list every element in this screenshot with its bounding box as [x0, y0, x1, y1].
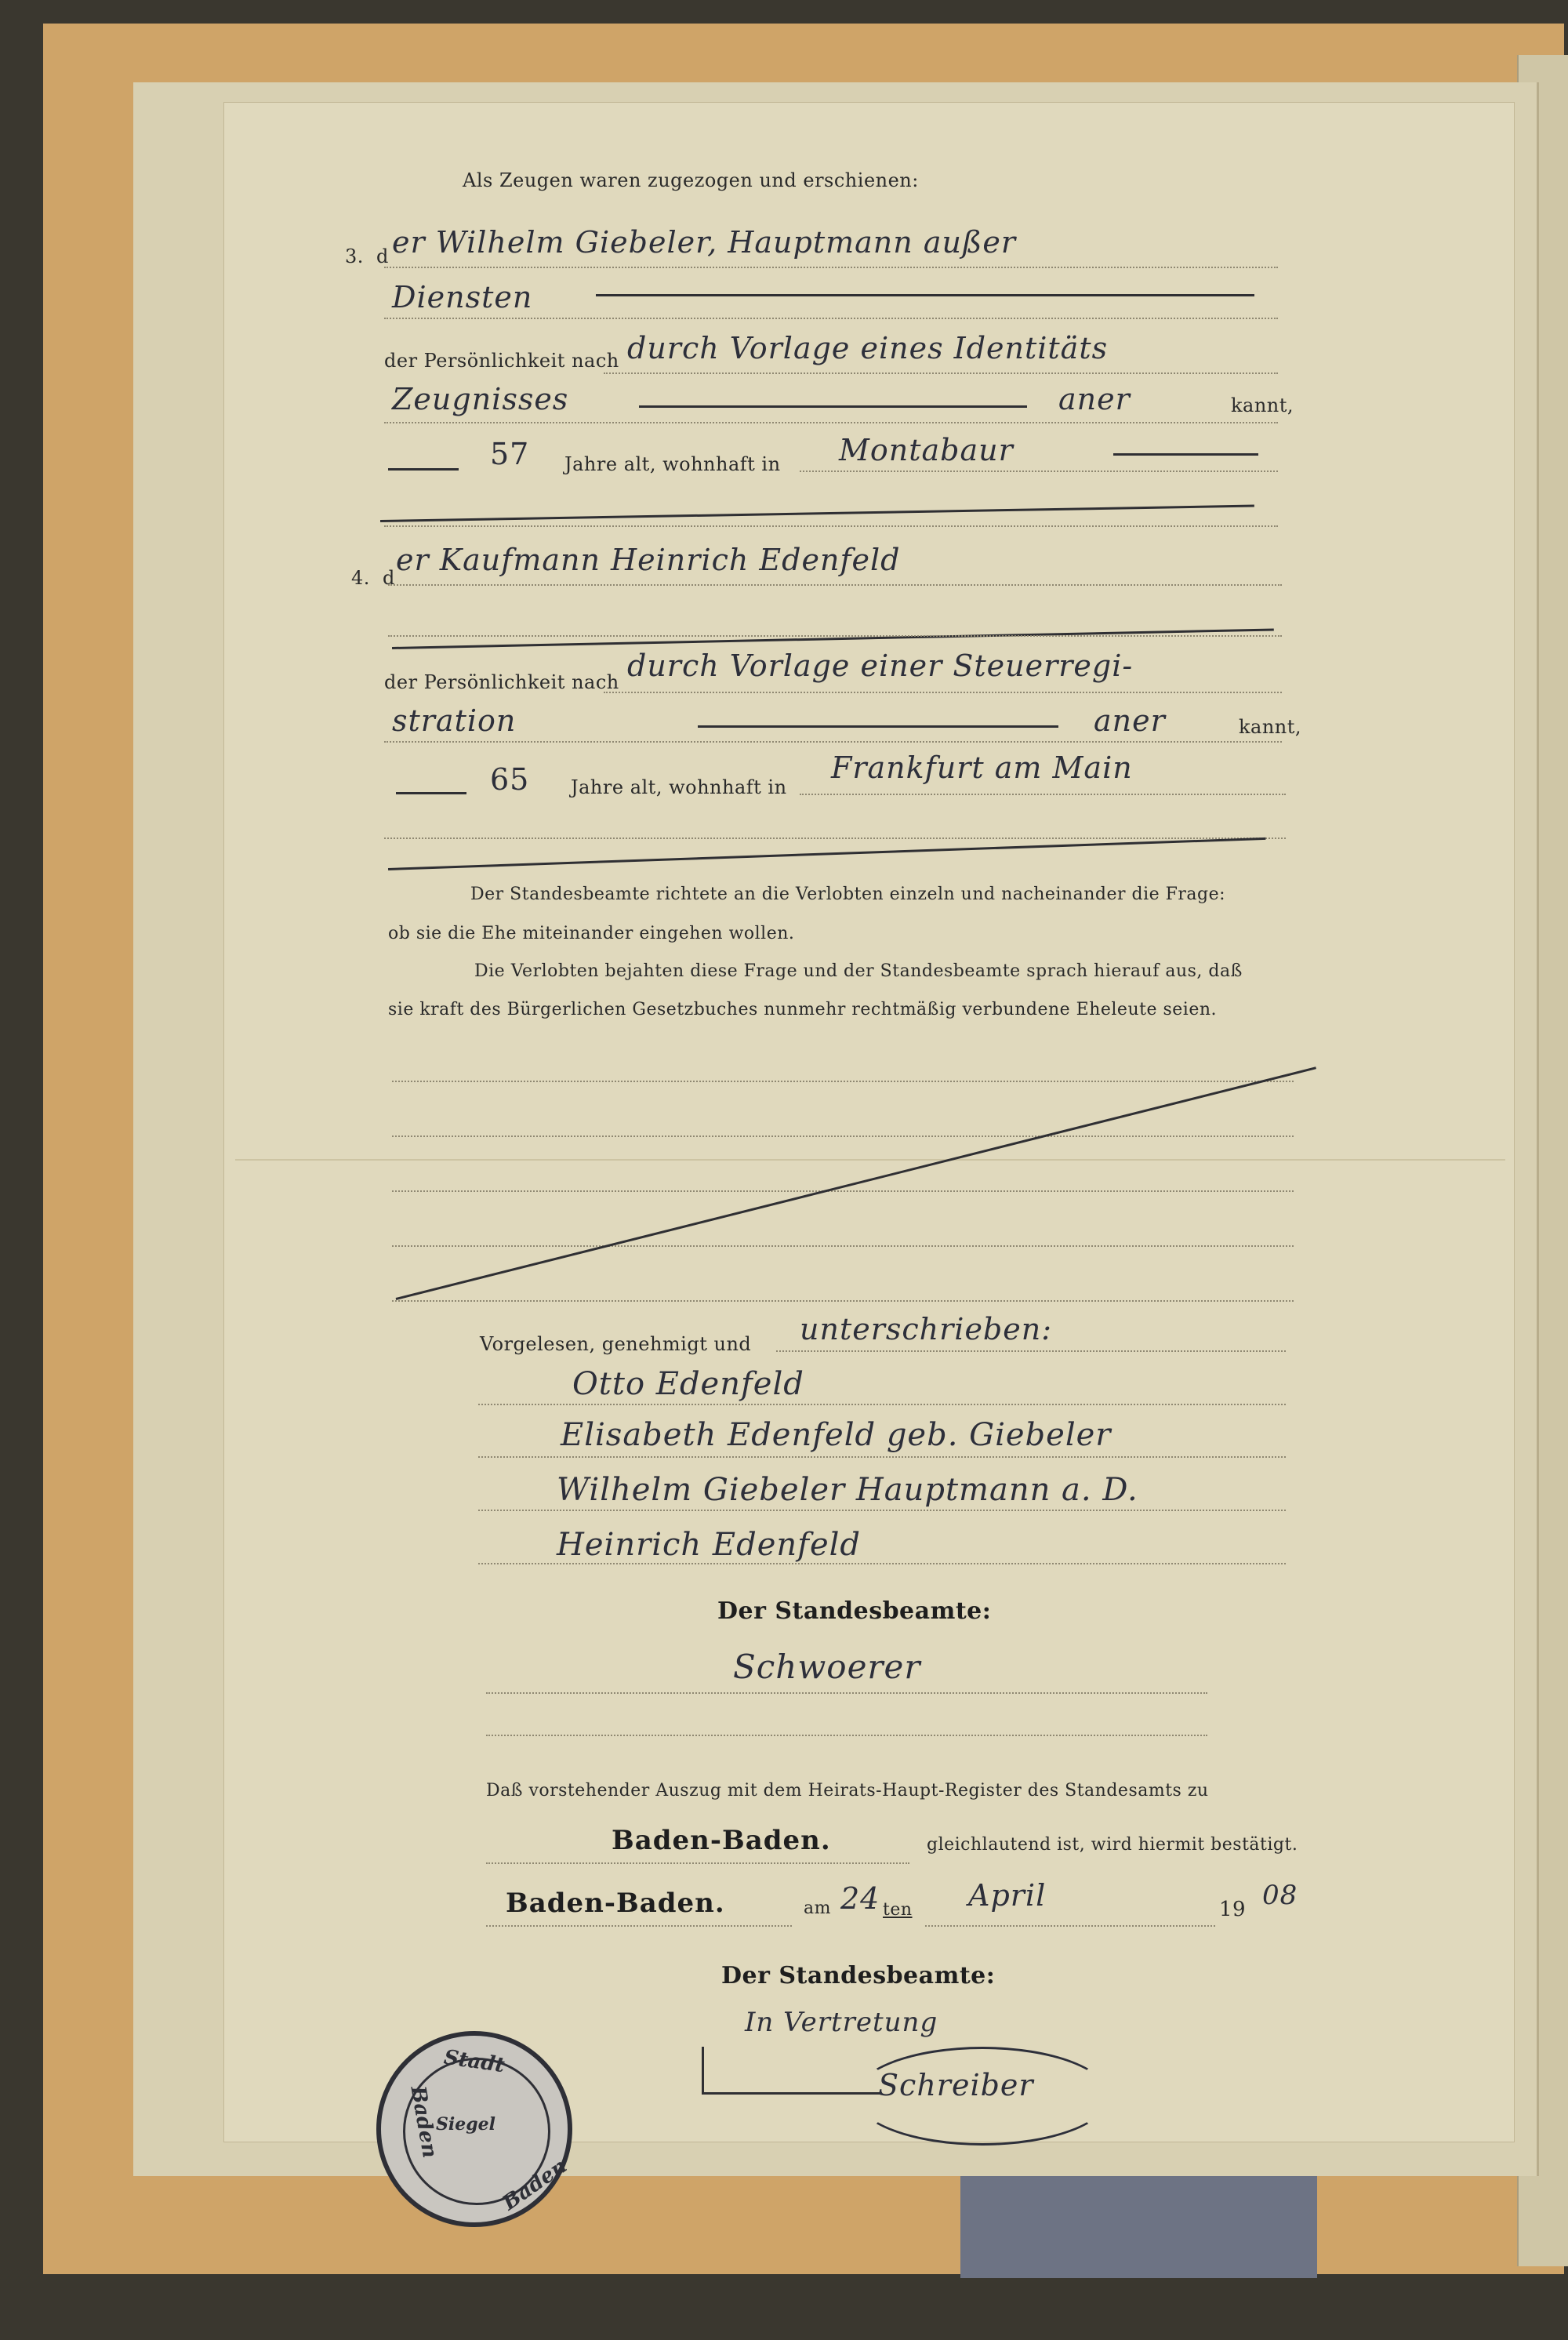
registrar2-deputy: In Vertretung — [745, 2007, 938, 2038]
rule-dotted — [604, 372, 1278, 374]
rule-dotted — [384, 318, 1278, 319]
rule-dotted — [388, 584, 1282, 586]
witness4-known-suffix: kannt, — [1239, 716, 1302, 738]
witness4-number: 4. — [351, 567, 370, 589]
witness4-residence: Frankfurt am Main — [831, 750, 1133, 785]
rule-dotted — [384, 267, 1278, 268]
signature-3: Wilhelm Giebeler Hauptmann a. D. — [557, 1472, 1138, 1508]
witness4-age: 65 — [490, 762, 530, 797]
signature-1: Otto Edenfeld — [572, 1366, 804, 1402]
approval-label: Vorgelesen, genehmigt und — [480, 1333, 752, 1355]
rule-solid — [639, 405, 1027, 408]
rule-dotted — [384, 741, 1282, 743]
certification-line2: gleichlautend ist, wird hiermit bestätigt. — [927, 1835, 1298, 1855]
rule-dotted — [392, 1300, 1294, 1302]
witness3-known: aner — [1058, 382, 1131, 416]
witness4-prefix: d — [383, 567, 395, 589]
witness3-number: 3. — [345, 245, 364, 267]
rule-dotted — [478, 1456, 1286, 1458]
rule-dotted — [392, 1245, 1294, 1247]
witness3-identity-cont: Zeugnisses — [392, 382, 569, 416]
fold-line — [235, 1159, 1505, 1161]
rule-dotted — [392, 1190, 1294, 1192]
marriage-text-line3: Die Verlobten bejahten diese Frage und der Standesbeamte sprach hierauf aus, daß — [474, 961, 1243, 981]
rule-solid — [702, 2047, 704, 2092]
rule-dotted — [392, 1081, 1294, 1082]
rule-dotted — [392, 1135, 1294, 1137]
marriage-text-line4: sie kraft des Bürgerlichen Gesetzbuches nunmehr rechtmäßig verbundene Eheleute seien. — [388, 1000, 1218, 1019]
witness3-name-cont: Diensten — [392, 280, 533, 314]
rule-dotted — [604, 692, 1282, 693]
witness4-name: er Kaufmann Heinrich Edenfeld — [396, 543, 901, 577]
tape-strip — [960, 2176, 1317, 2278]
rule-dotted — [478, 1510, 1286, 1511]
witness4-identity-label: der Persönlichkeit nach — [384, 671, 619, 693]
date-am: am — [804, 1899, 831, 1918]
witness4-identity: durch Vorlage einer Steuerregi- — [627, 649, 1134, 683]
seal-ring-top: Stadt — [442, 2045, 506, 2078]
signature-4: Heinrich Edenfeld — [557, 1527, 862, 1563]
rule-dotted — [384, 838, 1286, 839]
rule-dotted — [776, 1350, 1286, 1352]
approval-value: unterschrieben: — [800, 1312, 1053, 1346]
witness3-identity: durch Vorlage eines Identitäts — [627, 331, 1109, 365]
signature-2: Elisabeth Edenfeld geb. Giebeler — [561, 1417, 1112, 1453]
rule-solid — [1113, 453, 1258, 456]
date-month: April — [968, 1878, 1047, 1913]
rule-dotted — [478, 1404, 1286, 1405]
witness4-identity-cont: stration — [392, 703, 517, 738]
witness4-age-label: Jahre alt, wohnhaft in — [571, 776, 787, 798]
seal-ring-left: Baden — [405, 2084, 442, 2160]
rule-solid — [596, 294, 1254, 296]
certification-line1: Daß vorstehender Auszug mit dem Heirats-Haupt-Register des Standesamts zu — [486, 1781, 1209, 1800]
rule-solid — [698, 725, 1058, 728]
certification-place: Baden-Baden. — [612, 1825, 831, 1856]
official-seal — [376, 2031, 572, 2227]
seal-center: Siegel — [436, 2114, 495, 2135]
rule-dotted — [384, 525, 1278, 527]
registrar-signature: Schwoerer — [733, 1648, 921, 1686]
rule-dotted — [388, 635, 1282, 637]
seal-ring-right: Baden — [498, 2154, 572, 2215]
rule-dotted — [486, 1692, 1207, 1694]
witness3-prefix: d — [376, 245, 389, 267]
marriage-text-line1: Der Standesbeamte richtete an die Verlobten einzeln und nacheinander die Frage: — [470, 885, 1226, 904]
rule-dotted — [478, 1563, 1286, 1564]
date-ten: ten — [883, 1900, 913, 1920]
rule-dotted — [925, 1925, 1215, 1927]
witness4-known: aner — [1094, 703, 1166, 738]
rule-dotted — [486, 1735, 1207, 1736]
rule-solid — [396, 792, 466, 794]
witness3-identity-label: der Persönlichkeit nach — [384, 350, 619, 372]
witness3-known-suffix: kannt, — [1231, 394, 1294, 416]
marriage-text-line2: ob sie die Ehe miteinander eingehen wollen. — [388, 924, 795, 943]
witness3-age-label: Jahre alt, wohnhaft in — [564, 453, 781, 475]
date-year-prefix: 19 — [1219, 1898, 1247, 1921]
rule-dotted — [384, 422, 1278, 423]
registrar2-label: Der Standesbeamte: — [721, 1962, 996, 1989]
rule-dotted — [486, 1925, 792, 1927]
date-year: 08 — [1262, 1880, 1298, 1911]
witness3-age: 57 — [490, 437, 530, 471]
witnesses-heading: Als Zeugen waren zugezogen und erschienen: — [463, 169, 919, 191]
registrar-label: Der Standesbeamte: — [717, 1597, 992, 1625]
witness3-name: er Wilhelm Giebeler, Hauptmann außer — [392, 225, 1016, 260]
rule-solid — [388, 468, 459, 471]
rule-dotted — [800, 471, 1278, 472]
rule-dotted — [486, 1862, 909, 1864]
witness3-residence: Montabaur — [839, 433, 1014, 467]
rule-dotted — [800, 794, 1286, 795]
registrar2-signature: Schreiber — [878, 2068, 1034, 2102]
certification-place2: Baden-Baden. — [506, 1888, 725, 1919]
date-day: 24 — [840, 1881, 880, 1916]
